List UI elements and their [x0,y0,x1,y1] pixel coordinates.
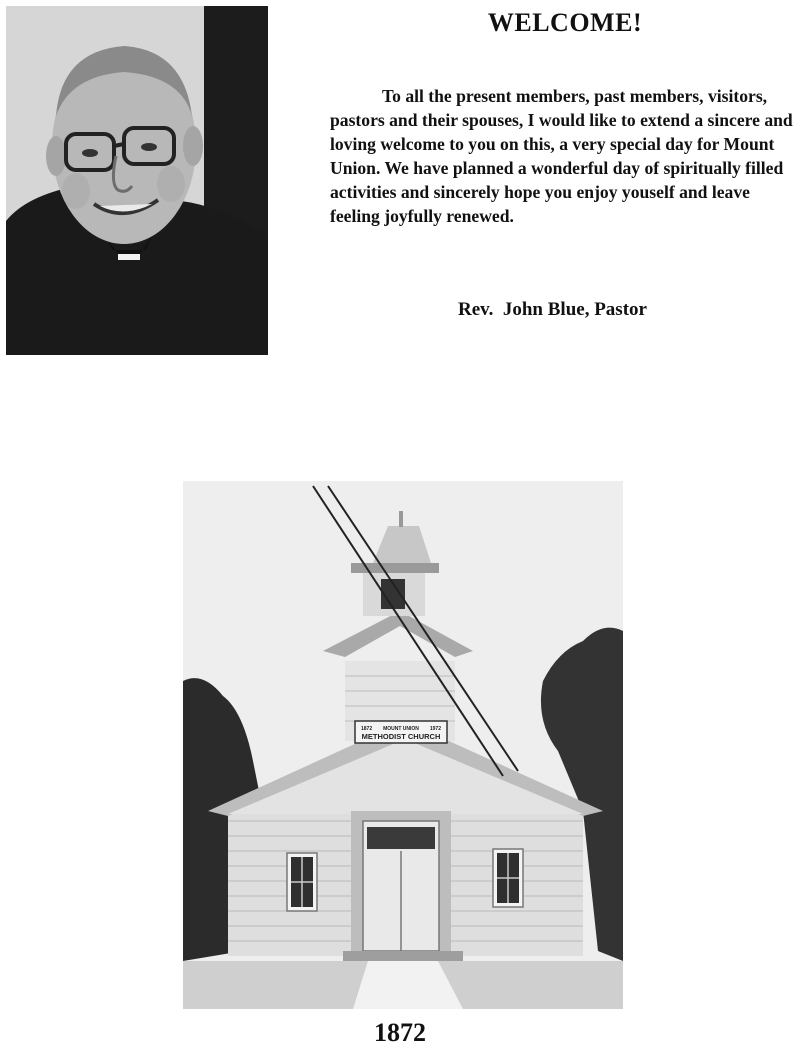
church-photo [183,481,623,1009]
photo-caption-year: 1872 [374,1018,426,1047]
church-sign-name-top: MOUNT UNION [383,726,419,732]
church-sign-year-left: 1872 [361,726,373,732]
pastor-signature: Rev. John Blue, Pastor [458,299,647,320]
church-illustration [183,481,623,1009]
pastor-portrait-illustration [6,6,268,355]
welcome-message: To all the present members, past members, visitors, pastors and their spouses, I would like to extend a sincere and loving welcome to you on this, a very special day for Mount Union. We have planned a wonderful day of spiritually filled activities and sincerely hope you enjoy youself and leave feeling joyfully renewed. [330,86,793,226]
church-sign-year-right: 1972 [429,726,441,732]
church-sign-name: METHODIST CHURCH [361,732,441,741]
pastor-portrait-photo [6,6,268,355]
welcome-heading: WELCOME! [487,8,643,37]
